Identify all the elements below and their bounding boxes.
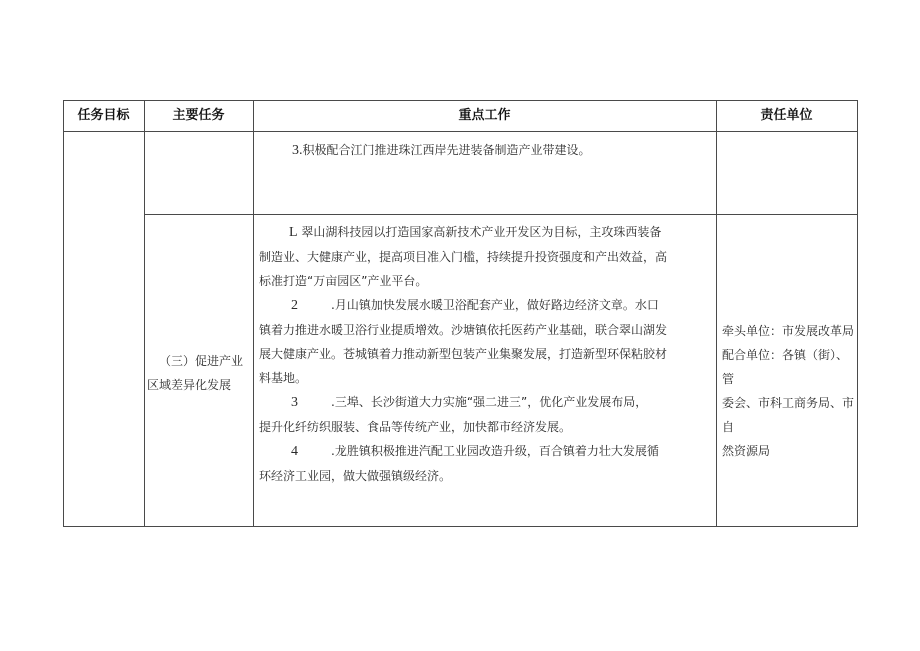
item-number: 2	[291, 298, 298, 313]
list-item	[259, 390, 714, 439]
item-number: 3.	[292, 143, 303, 158]
item-number: 4	[291, 444, 298, 459]
item-line: 标准打造“万亩园区”产业平台。	[259, 274, 428, 288]
col-divider-1	[144, 100, 145, 527]
header-task-goal: 任务目标	[77, 108, 130, 123]
responsible-line: 委会、市科工商务局、市自	[722, 396, 855, 434]
item-line: .三埠、长沙街道大力实施“强二进三”，优化产业发展布局，	[331, 395, 648, 409]
item-line: 镇着力推进水暖卫浴行业提质增效。沙塘镇依托医药产业基础，联合翠山湖发	[259, 323, 668, 337]
col-divider-3	[716, 100, 717, 527]
responsible-line: 然资源局	[722, 444, 771, 458]
header-key-work: 重点工作	[458, 108, 511, 123]
item-number: L	[289, 225, 298, 240]
item-number: 3	[291, 395, 298, 410]
header-bottom-border	[63, 131, 858, 132]
main-task-cell	[159, 349, 253, 373]
item-line: 环经济工业园，做大做强镇级经济。	[259, 469, 452, 483]
list-item	[259, 439, 714, 488]
table-right-border	[857, 100, 858, 527]
header-responsible-unit: 责任单位	[760, 108, 813, 123]
list-item	[259, 293, 714, 390]
responsible-unit-cell	[722, 319, 856, 463]
responsible-line: 配合单位：各镇（街）、管	[722, 348, 849, 386]
item-line: 展大健康产业。苍城镇着力推动新型包装产业集聚发展，打造新型环保粘胶材	[259, 347, 668, 361]
item-line: 制造业、大健康产业，提高项目准入门槛，持续提升投资强度和产出效益，高	[259, 250, 668, 264]
col-divider-2	[253, 100, 254, 527]
row-divider	[144, 214, 858, 215]
table-left-border	[63, 100, 64, 527]
main-task-cell-2	[147, 373, 253, 397]
item-line: 提升化纤纺织服装、食品等传统产业，加快都市经济发展。	[259, 420, 572, 434]
table-bottom-border	[63, 526, 858, 527]
item-line: 料基地。	[259, 371, 308, 385]
responsible-line: 牵头单位：市发展改革局	[722, 324, 855, 338]
main-task-line: （三）促进产业	[159, 354, 244, 368]
key-work-item-3	[292, 138, 712, 163]
key-work-list	[259, 220, 714, 488]
item-text: 积极配合江门推进珠江西岸先进装备制造产业带建设。	[302, 143, 591, 157]
item-line: .龙胜镇积极推进汽配工业园改造升级，百合镇着力壮大发展循	[331, 444, 659, 458]
list-item	[259, 220, 714, 293]
item-line: .月山镇加快发展水暖卫浴配套产业，做好路边经济文章。水口	[331, 298, 659, 312]
task-table	[63, 100, 858, 527]
main-task-line: 区域差异化发展	[147, 378, 232, 392]
item-line: 翠山湖科技园以打造国家高新技术产业开发区为目标，主攻珠西装备	[301, 225, 662, 239]
header-main-task: 主要任务	[172, 108, 225, 123]
